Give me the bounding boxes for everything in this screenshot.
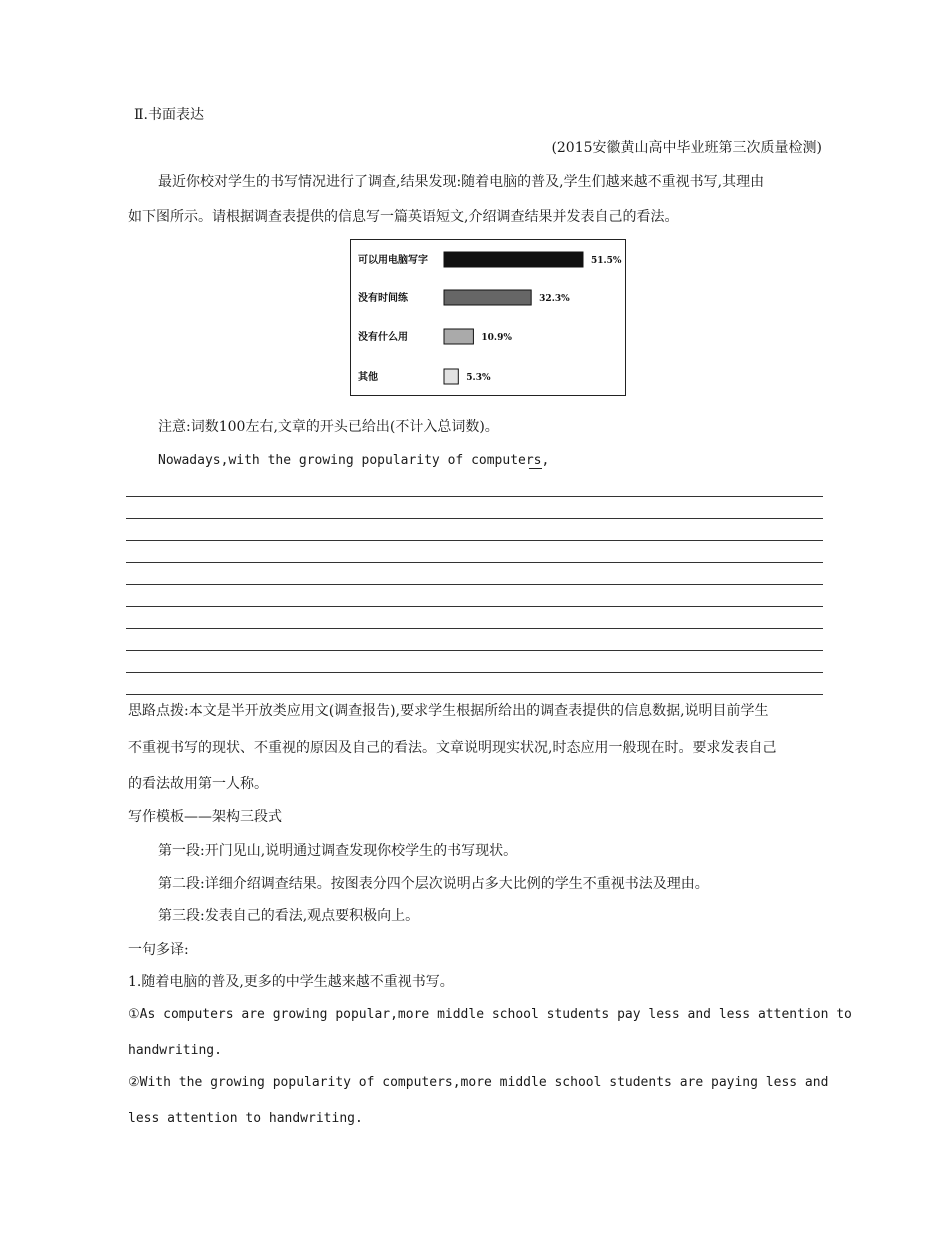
tip-line-1: 思路点拨:本文是半开放类应用文(调查报告),要求学生根据所给出的调查表提供的信息数据,说明目前学生 xyxy=(128,703,769,719)
translation-1-line-1: ①As computers are growing popular,more middle school students pay less and less attention to xyxy=(128,1007,852,1022)
answer-line[interactable] xyxy=(126,540,823,541)
answer-line[interactable] xyxy=(126,628,823,629)
tip-line-3: 的看法故用第一人称。 xyxy=(128,776,268,792)
opening-blank[interactable] xyxy=(529,468,542,469)
bar-category-label: 没有时间练 xyxy=(358,293,408,304)
translation-2-line-2: less attention to handwriting. xyxy=(128,1111,363,1126)
source-citation: (2015安徽黄山高中毕业班第三次质量检测) xyxy=(551,140,822,156)
survey-chart-svg xyxy=(351,240,624,394)
bar-category-label: 其他 xyxy=(358,372,378,383)
translation-2-line-1: ②With the growing popularity of computers,more middle school students are paying less and xyxy=(128,1075,829,1090)
bar xyxy=(444,290,531,305)
bar-value-label: 51.5% xyxy=(591,256,622,266)
answer-line[interactable] xyxy=(126,584,823,585)
answer-line[interactable] xyxy=(126,694,823,695)
answer-line[interactable] xyxy=(126,496,823,497)
answer-line[interactable] xyxy=(126,606,823,607)
paragraph-1-guide: 第一段:开门见山,说明通过调查发现你校学生的书写现状。 xyxy=(158,843,518,859)
paragraph-3-guide: 第三段:发表自己的看法,观点要积极向上。 xyxy=(158,908,420,924)
bar-category-label: 没有什么用 xyxy=(358,332,408,343)
sentence-1-chinese: 1.随着电脑的普及,更多的中学生越来越不重视书写。 xyxy=(128,974,454,990)
bar xyxy=(444,329,473,344)
answer-line[interactable] xyxy=(126,650,823,651)
answer-line[interactable] xyxy=(126,672,823,673)
survey-chart xyxy=(350,239,626,396)
section-title: Ⅱ.书面表达 xyxy=(134,107,204,123)
intro-line-2: 如下图所示。请根据调查表提供的信息写一篇英语短文,介绍调查结果并发表自己的看法。 xyxy=(128,209,679,225)
bar-value-label: 10.9% xyxy=(481,333,512,343)
bar-value-label: 32.3% xyxy=(539,294,570,304)
intro-line-1: 最近你校对学生的书写情况进行了调查,结果发现:随着电脑的普及,学生们越来越不重视书写,其理由 xyxy=(158,174,765,190)
translation-1-line-2: handwriting. xyxy=(128,1043,222,1058)
answer-line[interactable] xyxy=(126,562,823,563)
tip-line-2: 不重视书写的现状、不重视的原因及自己的看法。文章说明现实状况,时态应用一般现在时。要求发表自己 xyxy=(128,740,777,756)
bar-value-label: 5.3% xyxy=(466,373,491,383)
word-count-note: 注意:词数100左右,文章的开头已给出(不计入总词数)。 xyxy=(158,419,499,435)
bar xyxy=(444,252,583,267)
template-title: 写作模板——架构三段式 xyxy=(128,809,282,825)
bar-category-label: 可以用电脑写字 xyxy=(358,255,428,266)
multi-translation-title: 一句多译: xyxy=(128,942,189,958)
bar xyxy=(444,369,458,384)
opening-sentence: Nowadays,with the growing popularity of computers, xyxy=(158,453,550,468)
answer-line[interactable] xyxy=(126,518,823,519)
paragraph-2-guide: 第二段:详细介绍调查结果。按图表分四个层次说明占多大比例的学生不重视书法及理由。 xyxy=(158,876,709,892)
